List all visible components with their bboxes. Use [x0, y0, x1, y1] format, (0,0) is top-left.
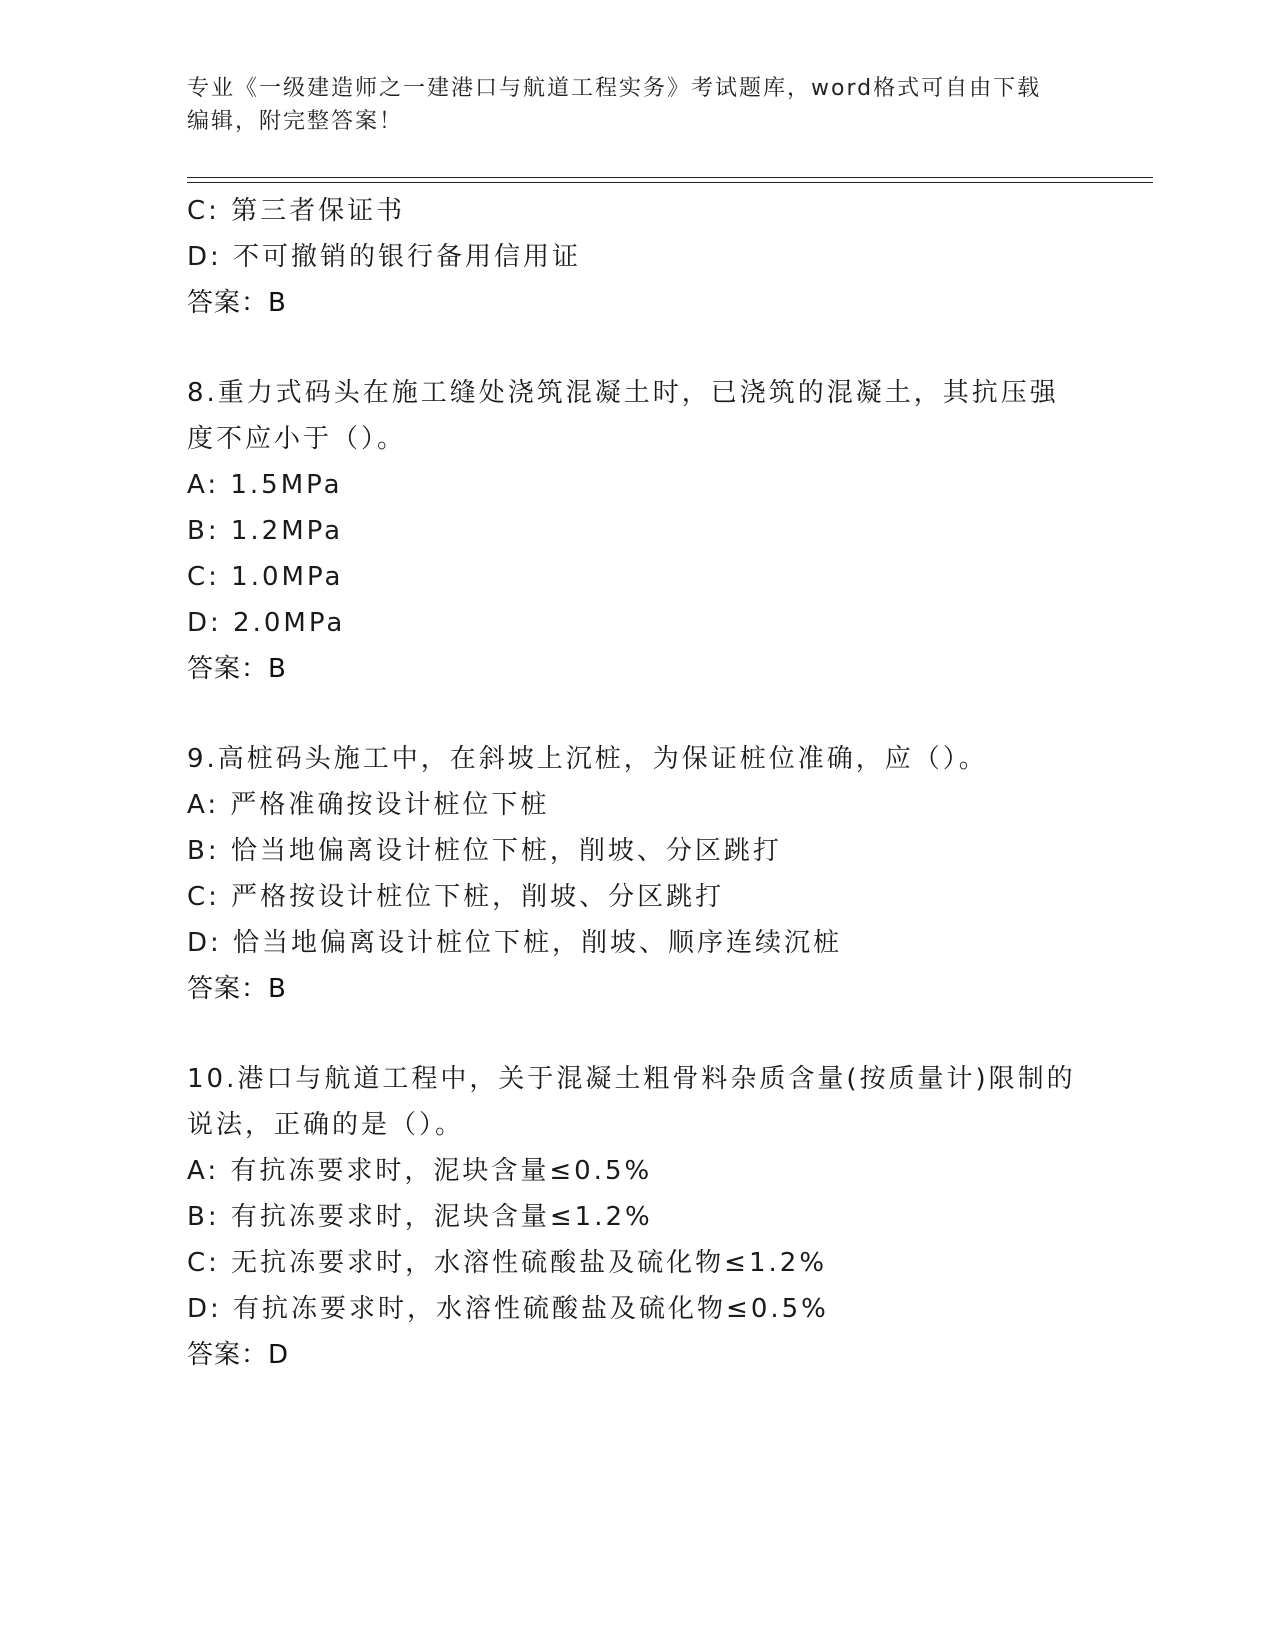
spacer: [187, 692, 1147, 736]
option-c: C: 严格按设计桩位下桩，削坡、分区跳打: [187, 882, 725, 912]
document-header: [187, 72, 1087, 138]
question-stem-cont: 说法，正确的是（）。: [187, 1110, 465, 1140]
option-a: A: 有抗冻要求时，泥块含量≤0.5%: [187, 1156, 653, 1186]
question-stem: 8.重力式码头在施工缝处浇筑混凝土时，已浇筑的混凝土，其抗压强: [187, 378, 1059, 408]
option-d: D: 恰当地偏离设计桩位下桩，削坡、顺序连续沉桩: [187, 928, 843, 958]
spacer: [187, 1012, 1147, 1056]
question-block-9: [187, 736, 1147, 1012]
header-line-2: 编辑，附完整答案！: [187, 109, 404, 134]
answer-line: 答案：B: [187, 654, 287, 684]
header-line-1: 专业《一级建造师之一建港口与航道工程实务》考试题库，word格式可自由下载: [187, 76, 1042, 101]
option-b: B: 恰当地偏离设计桩位下桩，削坡、分区跳打: [187, 836, 782, 866]
answer-line: 答案：B: [187, 288, 287, 318]
question-block-10: [187, 1056, 1147, 1378]
option-c: C: 第三者保证书: [187, 196, 406, 226]
question-stem-cont: 度不应小于（）。: [187, 424, 407, 454]
option-b: B: 1.2MPa: [187, 516, 344, 546]
header-rule-top: [187, 177, 1153, 178]
option-d: D: 2.0MPa: [187, 608, 346, 638]
question-stem: 10.港口与航道工程中，关于混凝土粗骨料杂质含量(按质量计)限制的: [187, 1064, 1076, 1094]
question-stem: 9.高桩码头施工中，在斜坡上沉桩，为保证桩位准确，应（）。: [187, 744, 988, 774]
question-block-8: [187, 370, 1147, 692]
option-c: C: 无抗冻要求时，水溶性硫酸盐及硫化物≤1.2%: [187, 1248, 828, 1278]
option-d: D: 有抗冻要求时，水溶性硫酸盐及硫化物≤0.5%: [187, 1294, 829, 1324]
header-rule-bottom: [187, 182, 1153, 183]
spacer: [187, 326, 1147, 370]
answer-line: 答案：B: [187, 974, 287, 1004]
option-a: A: 严格准确按设计桩位下桩: [187, 790, 550, 820]
question-list: [187, 188, 1147, 1378]
option-d: D: 不可撤销的银行备用信用证: [187, 242, 582, 272]
option-a: A: 1.5MPa: [187, 470, 343, 500]
option-b: B: 有抗冻要求时，泥块含量≤1.2%: [187, 1202, 653, 1232]
option-c: C: 1.0MPa: [187, 562, 344, 592]
question-block-prev: [187, 188, 1147, 326]
answer-line: 答案：D: [187, 1340, 290, 1370]
